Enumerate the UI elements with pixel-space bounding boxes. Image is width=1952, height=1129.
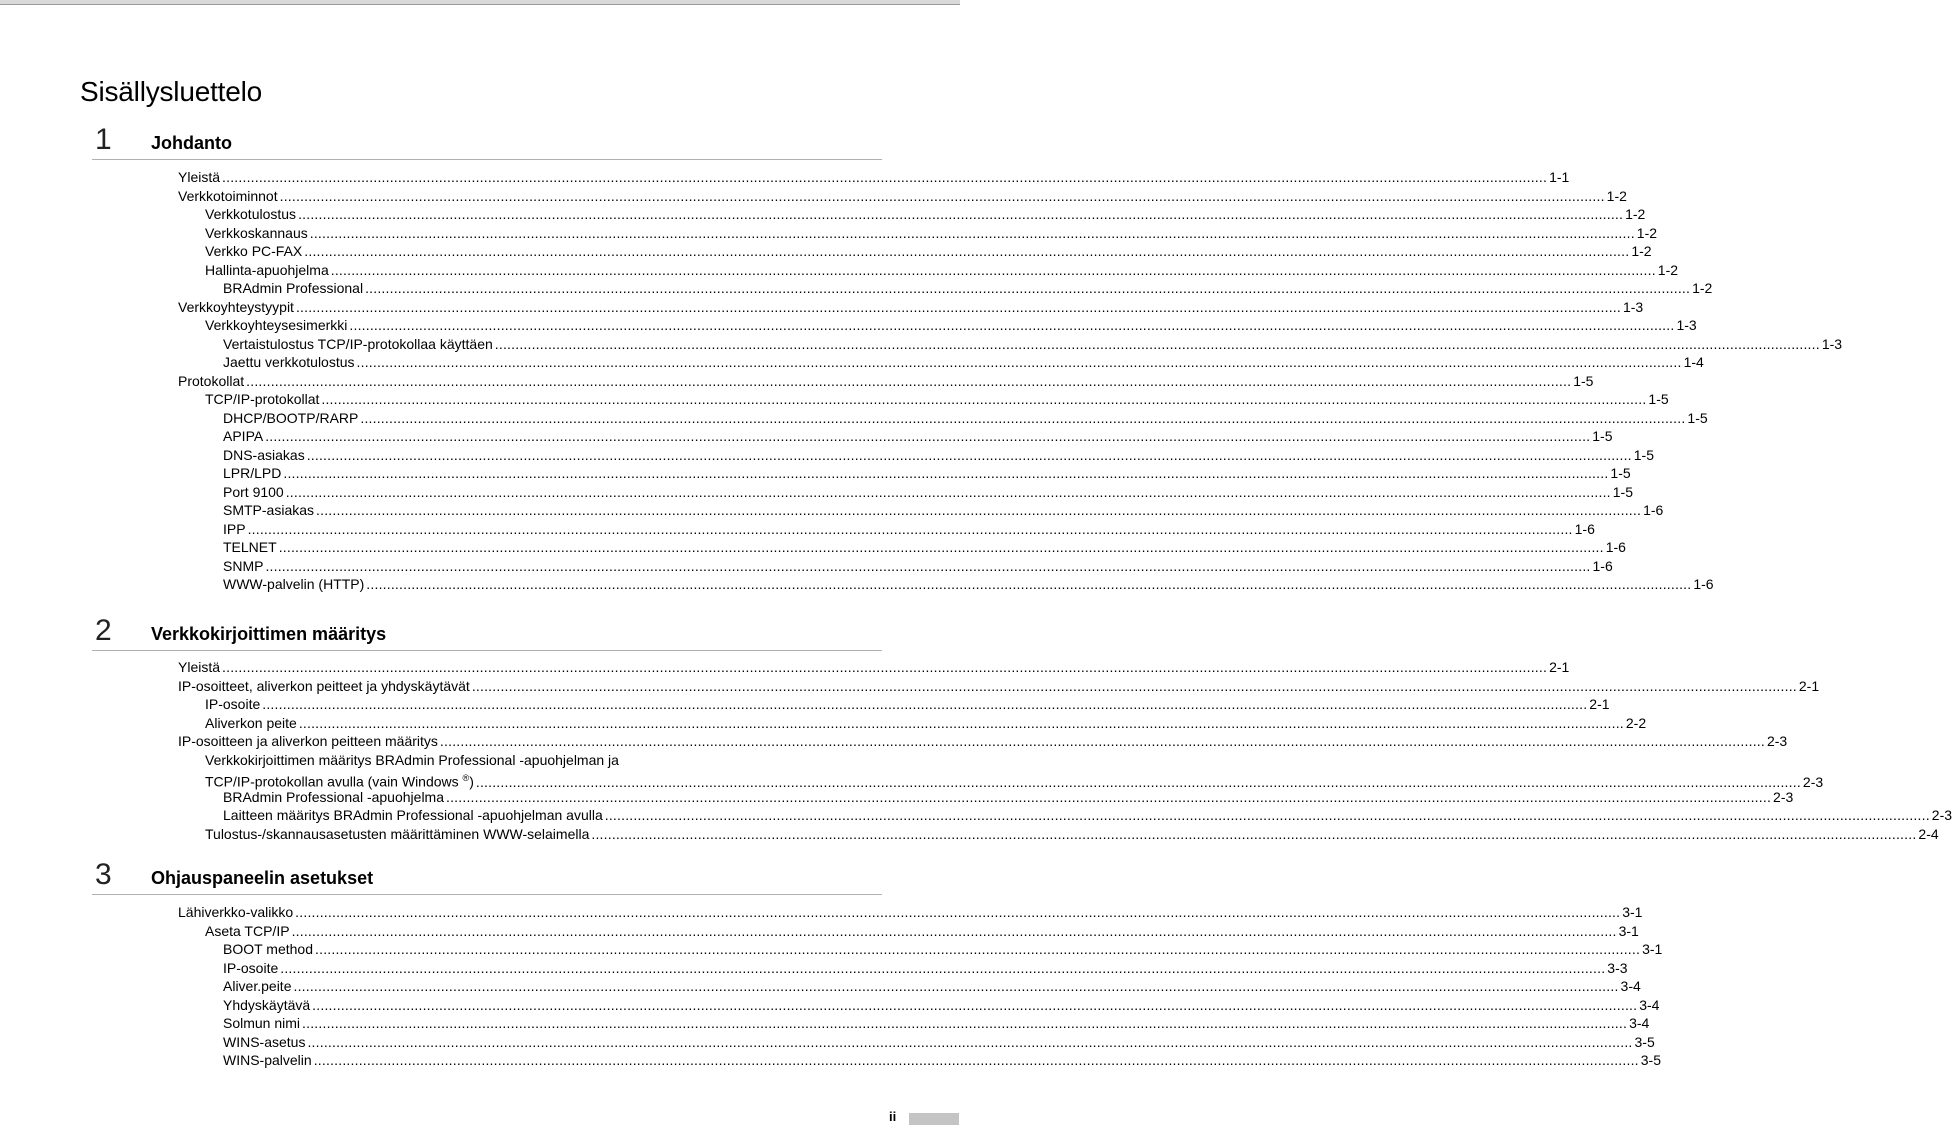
page-tab-marker	[909, 1113, 959, 1125]
toc-entry[interactable]: SNMP ..... 1-6	[178, 557, 881, 576]
toc-entry[interactable]: Verkkotoiminnot ..... 1-2	[178, 187, 881, 206]
toc-entry[interactable]: APIPA ..... 1-5	[178, 427, 881, 446]
toc-entry[interactable]: Yleistä ..... 2-1	[178, 658, 881, 677]
chapter-title: Verkkokirjoittimen määritys	[151, 624, 387, 644]
toc-entry[interactable]: Yleistä ..... 1-1	[178, 168, 881, 187]
toc-entry[interactable]: Port 9100 ..... 1-5	[178, 483, 881, 502]
page-title: Sisällysluettelo	[80, 76, 262, 107]
page-footer	[883, 1109, 959, 1126]
chapter-number: 1	[95, 123, 112, 156]
toc-entry[interactable]: SMTP-asiakas ..... 1-6	[178, 501, 881, 520]
toc-entry[interactable]: Aseta TCP/IP ..... 3-1	[178, 922, 881, 941]
toc-entry[interactable]: IP-osoitteet, aliverkon peitteet ja yhdyskäytävät ..... 2-1	[178, 677, 881, 696]
toc-entry[interactable]: Laitteen määritys BRAdmin Professional -apuohjelman avulla ..... 2-3	[178, 806, 881, 825]
page-number: ii	[889, 1109, 897, 1124]
toc-entry[interactable]: Verkkotulostus ..... 1-2	[178, 205, 881, 224]
toc-entry[interactable]: Verkkokirjoittimen määritys BRAdmin Professional -apuohjelman ja TCP/IP-protokollan avulla (vain Windows ®) ..... 2-3	[178, 751, 881, 788]
toc-entry[interactable]: WINS-asetus ..... 3-5	[178, 1033, 881, 1052]
chapter-number: 2	[95, 614, 112, 647]
toc-entry[interactable]: Verkko PC-FAX ..... 1-2	[178, 242, 881, 261]
chapter-number: 3	[95, 858, 112, 891]
toc-list-chapter-3	[178, 903, 1663, 1070]
toc-entry[interactable]: BOOT method ..... 3-1	[178, 940, 881, 959]
toc-entry[interactable]: IP-osoitteen ja aliverkon peitteen määritys ..... 2-3	[178, 732, 881, 751]
chapter-title: Johdanto	[151, 133, 232, 153]
toc-entry[interactable]: Jaettu verkkotulostus ..... 1-4	[178, 353, 881, 372]
chapter-title: Ohjauspaneelin asetukset	[151, 868, 374, 888]
toc-entry[interactable]: IP-osoite ..... 2-1	[178, 695, 881, 714]
toc-entry[interactable]: IP-osoite ..... 3-3	[178, 959, 881, 978]
toc-entry[interactable]: TCP/IP-protokollat ..... 1-5	[178, 390, 881, 409]
chapter-heading-3	[92, 856, 882, 895]
toc-entry[interactable]: Verkkoyhteysesimerkki ..... 1-3	[178, 316, 881, 335]
toc-entry[interactable]: TELNET ..... 1-6	[178, 538, 881, 557]
chapter-heading-1	[92, 121, 882, 160]
toc-entry[interactable]: Vertaistulostus TCP/IP-protokollaa käyttäen ..... 1-3	[178, 335, 881, 354]
toc-entry[interactable]: BRAdmin Professional -apuohjelma ..... 2-3	[178, 788, 881, 807]
toc-entry[interactable]: WINS-palvelin ..... 3-5	[178, 1051, 881, 1070]
toc-entry[interactable]: Protokollat ..... 1-5	[178, 372, 881, 391]
toc-entry[interactable]: Tulostus-/skannausasetusten määrittäminen WWW-selaimella ..... 2-4	[178, 825, 881, 844]
toc-entry[interactable]: LPR/LPD ..... 1-5	[178, 464, 881, 483]
toc-entry[interactable]: Aliverkon peite ..... 2-2	[178, 714, 881, 733]
toc-entry[interactable]: Solmun nimi ..... 3-4	[178, 1014, 881, 1033]
toc-entry[interactable]: Verkkoskannaus ..... 1-2	[178, 224, 881, 243]
toc-list-chapter-2	[178, 658, 1952, 843]
toc-entry[interactable]: Aliver.peite ..... 3-4	[178, 977, 881, 996]
chapter-heading-2	[92, 612, 882, 651]
toc-entry[interactable]: WWW-palvelin (HTTP) ..... 1-6	[178, 575, 881, 594]
toc-entry[interactable]: DHCP/BOOTP/RARP ..... 1-5	[178, 409, 881, 428]
toc-entry[interactable]: DNS-asiakas ..... 1-5	[178, 446, 881, 465]
toc-list-chapter-1	[178, 168, 1843, 594]
toc-entry[interactable]: Lähiverkko-valikko ..... 3-1	[178, 903, 881, 922]
toc-entry[interactable]: Yhdyskäytävä ..... 3-4	[178, 996, 881, 1015]
toc-entry[interactable]: Verkkoyhteystyypit ..... 1-3	[178, 298, 881, 317]
toc-entry[interactable]: IPP ..... 1-6	[178, 520, 881, 539]
toc-entry[interactable]: BRAdmin Professional ..... 1-2	[178, 279, 881, 298]
top-rule	[0, 0, 960, 5]
toc-entry[interactable]: Hallinta-apuohjelma ..... 1-2	[178, 261, 881, 280]
